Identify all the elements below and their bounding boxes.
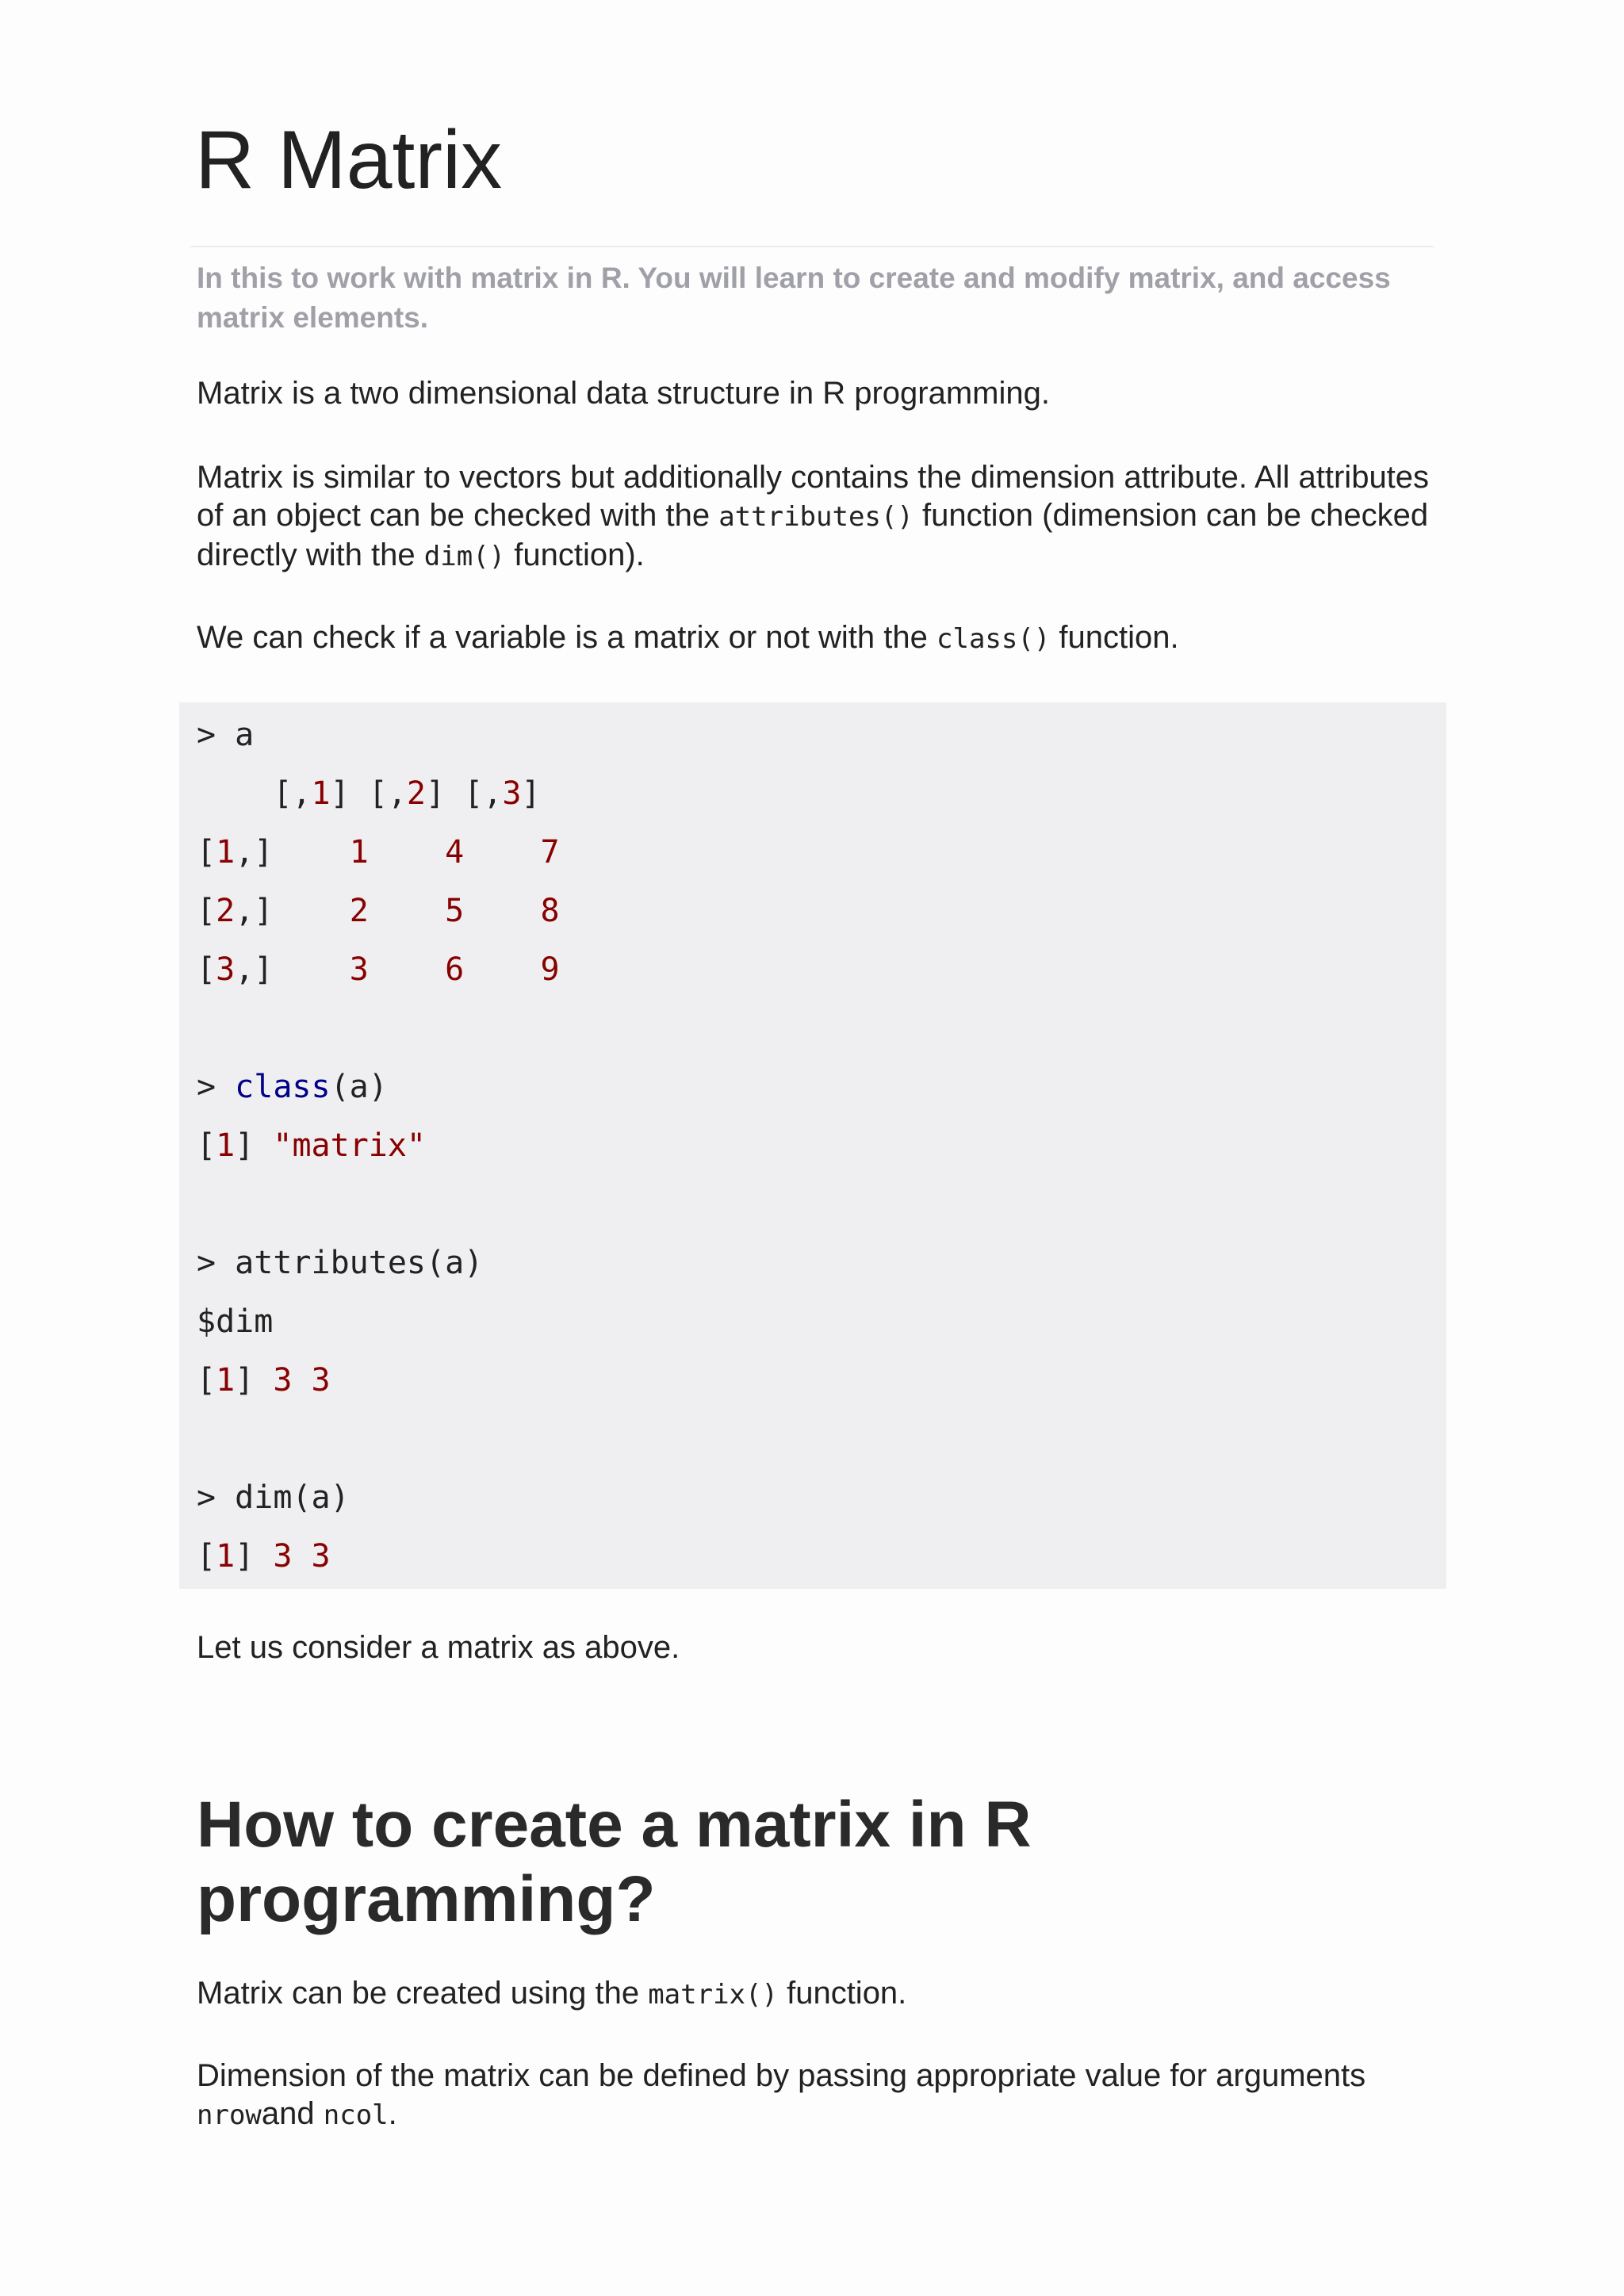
code-line-class-call: [197, 1067, 388, 1107]
code-token: >: [197, 1069, 236, 1105]
code-token: (a): [330, 1069, 388, 1105]
code-token: [: [197, 951, 216, 988]
text-span: function).: [505, 538, 645, 572]
code-line-dim-name: $dim: [197, 1303, 274, 1340]
inline-code: matrix(): [648, 1979, 778, 2011]
paragraph-attributes: [197, 458, 1442, 576]
code-token: ,]: [235, 834, 274, 871]
code-token: [: [197, 893, 216, 929]
code-number: 2: [406, 775, 427, 812]
code-number: 7: [540, 834, 560, 871]
inline-code: ncol: [323, 2099, 389, 2131]
code-number: 5: [445, 893, 465, 929]
code-number: 6: [445, 951, 465, 988]
code-line-prompt-a: > a: [197, 717, 255, 753]
inline-code: class(): [936, 623, 1051, 655]
code-token: ]: [235, 1362, 274, 1399]
code-line-class-output: [197, 1126, 426, 1165]
code-number: 4: [445, 834, 465, 871]
code-number: 8: [540, 893, 560, 929]
code-number: 1: [311, 775, 331, 812]
section-heading: How to create a matrix in R programming?: [197, 1789, 1032, 1935]
code-token: [: [197, 834, 216, 871]
code-number: 2: [216, 893, 236, 929]
code-number: 3: [216, 951, 236, 988]
text-span: Dimension of the matrix can be defined by passing appropriate value for arguments: [197, 2058, 1366, 2093]
code-number: 3: [349, 951, 369, 988]
paragraph-class-check: [197, 618, 1442, 658]
inline-code: nrow: [197, 2099, 262, 2131]
paragraph-intro: Matrix is a two dimensional data structure in R programming.: [197, 376, 1050, 411]
code-string: "matrix": [273, 1127, 427, 1164]
code-line-matrix-row: [197, 950, 560, 989]
code-line-dim-output: [197, 1536, 331, 1576]
text-span: function.: [1050, 620, 1179, 655]
code-token: ]: [235, 1127, 274, 1164]
code-token: ,]: [235, 893, 274, 929]
text-span: and: [261, 2096, 324, 2131]
text-span: function (dimension can be checked directly with the: [197, 498, 1429, 572]
code-line-attributes-output: [197, 1360, 331, 1400]
code-token: ]: [521, 775, 541, 812]
text-span: function.: [777, 1976, 907, 2011]
code-number: 1: [216, 834, 236, 871]
code-number: 1: [216, 1362, 236, 1399]
code-token: ,]: [235, 951, 274, 988]
code-number: 1: [216, 1127, 236, 1164]
text-span: We can check if a variable is a matrix or not with the: [197, 620, 936, 655]
code-number: 2: [349, 893, 369, 929]
code-number: 3: [502, 775, 522, 812]
code-number: 1: [349, 834, 369, 871]
code-line-attributes-call: > attributes(a): [197, 1245, 484, 1281]
code-token: ]: [235, 1538, 274, 1575]
code-token: [,: [273, 775, 312, 812]
inline-code: attributes(): [718, 501, 914, 533]
text-span: Matrix can be created using the: [197, 1976, 649, 2011]
code-token: [: [197, 1538, 216, 1575]
lead-paragraph: In this to work with matrix in R. You will learn to create and modify matrix, and access matrix elements.: [197, 262, 1391, 334]
code-token: ] [,: [426, 775, 503, 812]
text-span: Matrix is similar to vectors but additionally contains the dimension attribute. All attributes of an object can be checked with the: [197, 460, 1430, 533]
code-keyword: class: [235, 1069, 331, 1105]
code-number: 9: [540, 951, 560, 988]
code-number: 3 3: [273, 1538, 331, 1575]
code-token: [: [197, 1362, 216, 1399]
code-line-matrix-header: [197, 774, 541, 813]
paragraph-matrix-function: [197, 1974, 1442, 2014]
code-number: 3 3: [273, 1362, 331, 1399]
code-line-dim-call: > dim(a): [197, 1479, 350, 1516]
paragraph-dimension: [197, 2057, 1442, 2134]
code-line-matrix-row: [197, 832, 560, 872]
page-title: R Matrix: [195, 114, 503, 206]
inline-code: dim(): [423, 541, 506, 572]
code-line-matrix-row: [197, 891, 560, 931]
title-divider: [190, 246, 1434, 247]
text-span: .: [388, 2096, 397, 2131]
code-token: ] [,: [330, 775, 407, 812]
code-token: [: [197, 1127, 216, 1164]
paragraph-consider: Let us consider a matrix as above.: [197, 1630, 680, 1665]
code-number: 1: [216, 1538, 236, 1575]
